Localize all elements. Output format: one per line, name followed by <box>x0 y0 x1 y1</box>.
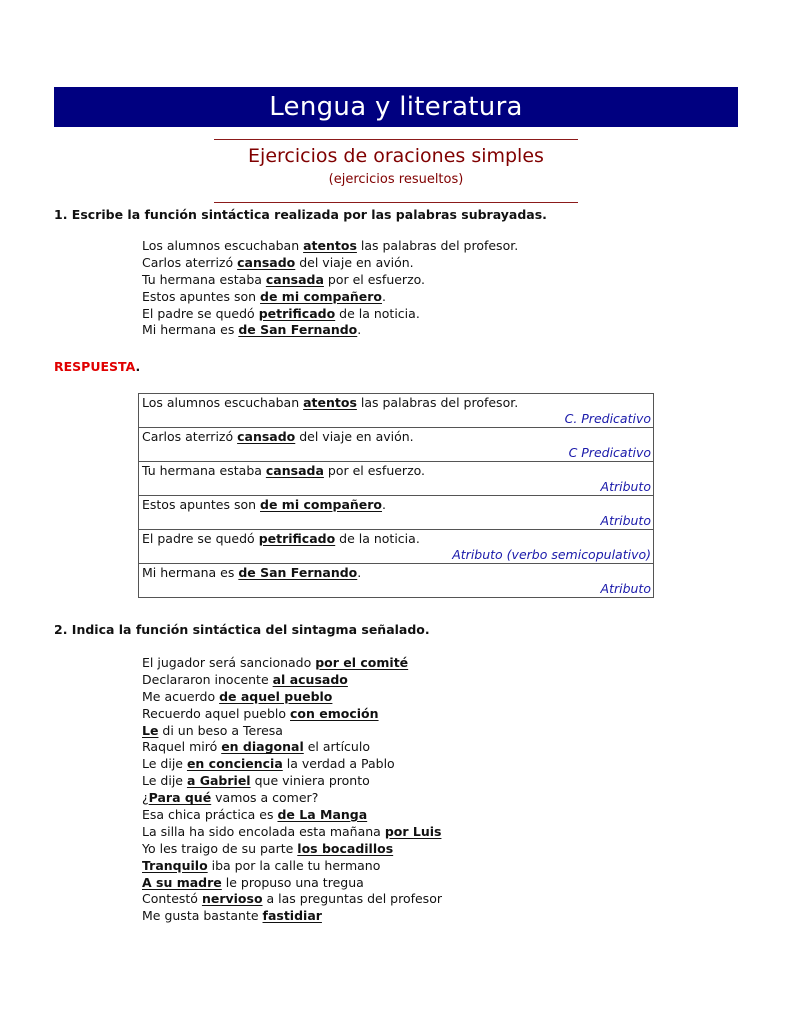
underlined-phrase: cansado <box>237 429 296 444</box>
underlined-phrase: Para qué <box>148 790 212 806</box>
sentence-line <box>142 289 518 306</box>
underlined-phrase: los bocadillos <box>297 840 394 856</box>
sentence-text: Esa chica práctica es <box>142 807 278 823</box>
underlined-phrase: cansado <box>237 254 296 270</box>
syntactic-function: C. Predicativo <box>564 411 651 426</box>
sentence-text: La silla ha sido encolada esta mañana <box>142 823 385 839</box>
sentence-text: por el esfuerzo. <box>323 271 426 287</box>
answer-label: RESPUESTA. <box>54 359 141 374</box>
sentence-text: . <box>357 322 362 338</box>
sentence-text: la verdad a Pablo <box>282 756 395 772</box>
sentence-text: Declararon inocente <box>142 671 273 687</box>
sentence-text: El padre se quedó <box>142 531 259 546</box>
underlined-phrase: de aquel pueblo <box>219 688 333 704</box>
answer-cell <box>139 428 654 462</box>
sentence-text: las palabras del profesor. <box>356 395 519 410</box>
underlined-phrase: a Gabriel <box>186 773 251 789</box>
underlined-phrase: petrificado <box>258 305 336 321</box>
sentence-text: El jugador será sancionado <box>142 655 316 670</box>
sentence-text: Le dije <box>142 773 187 789</box>
sentence-text: Tu hermana estaba <box>142 271 266 287</box>
underlined-phrase: por Luis <box>384 823 442 839</box>
sentence-text: Mi hermana es <box>142 565 239 580</box>
underlined-phrase: de mi compañero <box>260 288 383 304</box>
sentence-text: vamos a comer? <box>211 790 319 806</box>
exercise-1-heading: 1. Escribe la función sintáctica realizada por las palabras subrayadas. <box>54 207 547 222</box>
underlined-phrase: de San Fernando <box>238 322 358 338</box>
sentence-line <box>142 706 442 723</box>
sentence-line <box>142 790 442 807</box>
sentence-text: a las preguntas del profesor <box>262 891 442 907</box>
underlined-phrase: en conciencia <box>186 756 283 772</box>
sentence-text: Los alumnos escuchaban <box>142 238 304 253</box>
answer-row <box>139 462 654 496</box>
underlined-phrase: Le <box>142 722 159 738</box>
underlined-phrase: cansada <box>265 463 324 478</box>
sentence-text: el artículo <box>303 739 370 755</box>
top-divider <box>214 139 578 140</box>
sentence-line <box>142 496 651 513</box>
sentence-line <box>142 306 518 323</box>
underlined-phrase: atentos <box>303 238 357 253</box>
sentence-text: Estos apuntes son <box>142 288 261 304</box>
sentence-text: Contestó <box>142 891 202 907</box>
sentence-line <box>142 756 442 773</box>
syntactic-function: Atributo (verbo semicopulativo) <box>452 547 651 562</box>
answer-cell <box>139 530 654 564</box>
sentence-line <box>142 322 518 339</box>
underlined-phrase: por el comité <box>315 655 409 670</box>
bottom-divider <box>214 202 578 203</box>
syntactic-function: Atributo <box>600 581 651 596</box>
sentence-line <box>142 530 651 547</box>
answer-row <box>139 530 654 564</box>
answer-cell <box>139 496 654 530</box>
sentence-line <box>142 807 442 824</box>
sentence-text: Carlos aterrizó <box>142 429 238 444</box>
sentence-text: . <box>357 565 362 580</box>
sentence-text: Le dije <box>142 756 187 772</box>
sentence-text: Recuerdo aquel pueblo <box>142 705 291 721</box>
sentence-text: di un beso a Teresa <box>158 722 283 738</box>
underlined-phrase: de La Manga <box>277 807 368 823</box>
sentence-text: las palabras del profesor. <box>356 238 519 253</box>
sentence-text: de la noticia. <box>335 305 420 321</box>
sentence-line <box>142 689 442 706</box>
underlined-phrase: de mi compañero <box>260 497 383 512</box>
exercise-1-sentences <box>142 238 518 339</box>
answer-row <box>139 564 654 598</box>
sentence-text: por el esfuerzo. <box>323 463 426 478</box>
syntactic-function: Atributo <box>600 479 651 494</box>
sentence-text: Me acuerdo <box>142 688 220 704</box>
underlined-phrase: atentos <box>303 395 357 410</box>
exercise-2-heading: 2. Indica la función sintáctica del sintagma señalado. <box>54 622 430 637</box>
sentence-text: Carlos aterrizó <box>142 254 238 270</box>
sentence-line <box>142 462 651 479</box>
sentence-line <box>142 428 651 445</box>
sentence-text: Tu hermana estaba <box>142 463 266 478</box>
sentence-text: Estos apuntes son <box>142 497 261 512</box>
answer-cell <box>139 564 654 598</box>
sentence-line <box>142 655 442 672</box>
sentence-text: de la noticia. <box>335 531 420 546</box>
sentence-text: del viaje en avión. <box>295 254 414 270</box>
sentence-text: El padre se quedó <box>142 305 259 321</box>
sentence-line <box>142 739 442 756</box>
sentence-text: Mi hermana es <box>142 322 239 338</box>
sentence-line <box>142 255 518 272</box>
answer-row <box>139 428 654 462</box>
underlined-phrase: cansada <box>265 271 324 287</box>
underlined-phrase: en diagonal <box>221 739 304 755</box>
document-note: (ejercicios resueltos) <box>328 172 464 187</box>
syntactic-function: C Predicativo <box>568 445 651 460</box>
sentence-line <box>142 875 442 892</box>
underlined-phrase: al acusado <box>272 671 348 687</box>
underlined-phrase: petrificado <box>258 531 336 546</box>
underlined-phrase: con emoción <box>290 705 379 721</box>
answer-cell <box>139 394 654 428</box>
syntactic-function: Atributo <box>600 513 651 528</box>
sentence-line <box>142 824 442 841</box>
sentence-line <box>142 272 518 289</box>
underlined-phrase: Tranquilo <box>142 857 208 873</box>
answer-table <box>138 393 654 598</box>
sentence-text: ¿ <box>142 790 149 806</box>
sentence-text: Me gusta bastante <box>142 908 263 924</box>
sentence-line <box>142 858 442 875</box>
sentence-text: Yo les traigo de su parte <box>142 840 298 856</box>
sentence-text: Raquel miró <box>142 739 222 755</box>
answer-row <box>139 394 654 428</box>
sentence-text: . <box>382 288 386 304</box>
sentence-line <box>142 841 442 858</box>
sentence-line <box>142 672 442 689</box>
underlined-phrase: de San Fernando <box>238 565 358 580</box>
sentence-line <box>142 908 442 925</box>
sentence-text: que viniera pronto <box>250 773 370 789</box>
answer-cell <box>139 462 654 496</box>
sentence-line <box>142 773 442 790</box>
underlined-phrase: nervioso <box>201 891 263 907</box>
sentence-text: Los alumnos escuchaban <box>142 395 304 410</box>
page-title: Lengua y literatura <box>54 87 738 127</box>
document-subtitle: Ejercicios de oraciones simples <box>248 145 544 167</box>
underlined-phrase: fastidiar <box>262 908 322 924</box>
sentence-line <box>142 564 651 581</box>
sentence-line <box>142 394 651 411</box>
sentence-text: iba por la calle tu hermano <box>207 857 381 873</box>
sentence-line <box>142 891 442 908</box>
underlined-phrase: A su madre <box>142 874 222 890</box>
sentence-line <box>142 238 518 255</box>
sentence-text: le propuso una tregua <box>221 874 364 890</box>
sentence-text: . <box>382 497 386 512</box>
sentence-line <box>142 723 442 740</box>
sentence-text: del viaje en avión. <box>295 429 414 444</box>
exercise-2-sentences <box>142 655 442 925</box>
answer-row <box>139 496 654 530</box>
